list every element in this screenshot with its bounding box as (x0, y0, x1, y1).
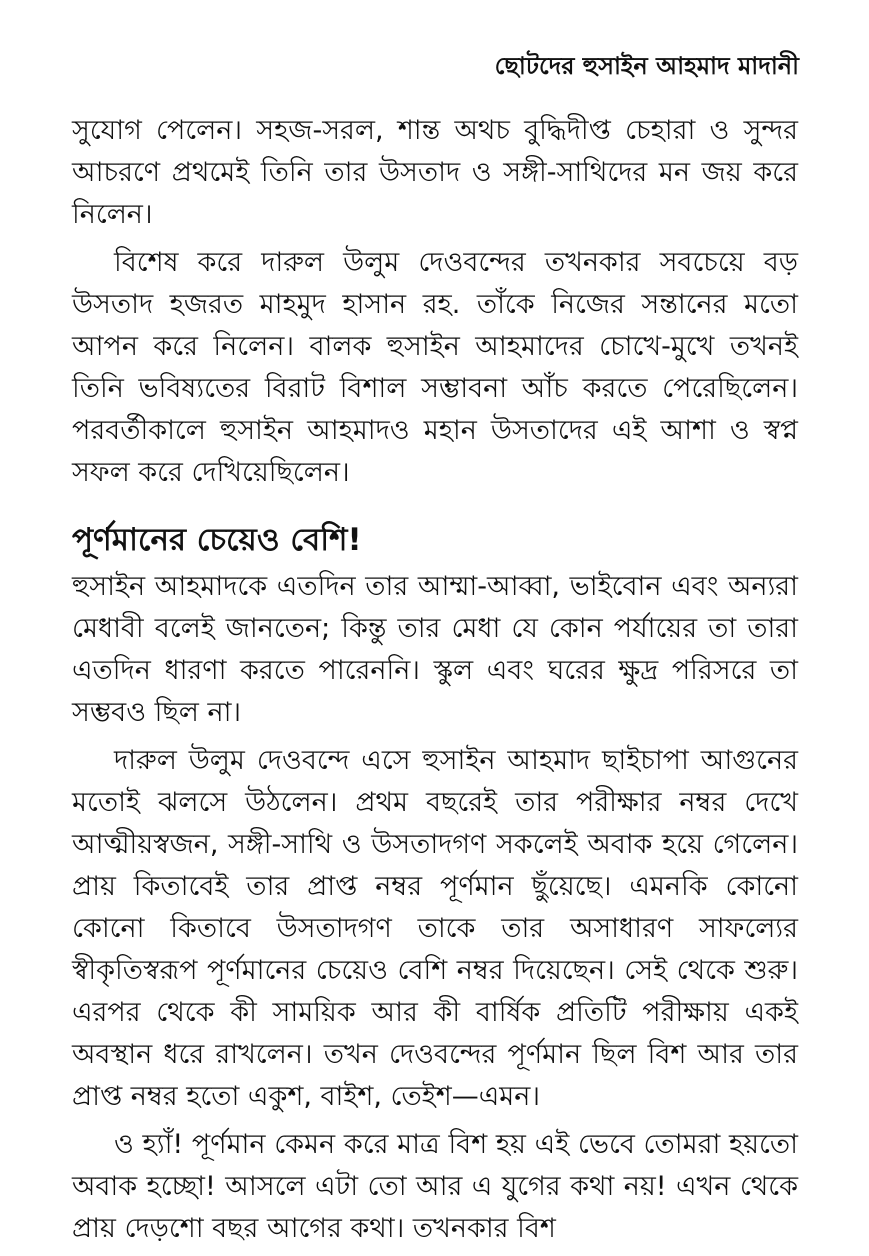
paragraph-1: সুযোগ পেলেন। সহজ-সরল, শান্ত অথচ বুদ্ধিদীপ্ত চেহারা ও সুন্দর আচরণে প্রথমেই তিনি তার উসতাদ ও সঙ্গী-সাথিদের মন জয় করে নিলেন। (72, 115, 798, 230)
paragraph-2: বিশেষ করে দারুল উলুম দেওবন্দের তখনকার সবচেয়ে বড় উসতাদ হজরত মাহমুদ হাসান রহ. তাঁকে নিজের সন্তানের মতো আপন করে নিলেন। বালক হুসাইন আহমাদের চোখে-মুখে তখনই তিনি ভবিষ্যতের বিরাট বিশাল সম্ভাবনা আঁচ করতে পেরেছিলেন। পরবর্তীকালে হুসাইন আহমাদও মহান উসতাদের এই আশা ও স্বপ্ন সফল করে দেখিয়েছিলেন। (72, 247, 798, 488)
page-body (72, 110, 798, 1256)
section-heading: পূর্ণমানের চেয়েও বেশি! (72, 522, 362, 558)
paragraph-3: হুসাইন আহমাদকে এতদিন তার আম্মা-আব্বা, ভাইবোন এবং অন্যরা মেধাবী বলেই জানতেন; কিন্তু তার মেধা যে কোন পর্যায়ের তা তারা এতদিন ধারণা করতে পারেননি। স্কুল এবং ঘরের ক্ষুদ্র পরিসরে তা সম্ভবও ছিল না। (72, 571, 798, 728)
paragraph-4: দারুল উলুম দেওবন্দে এসে হুসাইন আহমাদ ছাইচাপা আগুনের মতোই ঝলসে উঠলেন। প্রথম বছরেই তার পরীক্ষার নম্বর দেখে আত্মীয়স্বজন, সঙ্গী-সাথি ও উসতাদগণ সকলেই অবাক হয়ে গেলেন। প্রায় কিতাবেই তার প্রাপ্ত নম্বর পূর্ণমান ছুঁয়েছে। এমনকি কোনো কোনো কিতাবে উসতাদগণ তাকে তার অসাধারণ সাফল্যের স্বীকৃতিস্বরূপ পূর্ণমানের চেয়েও বেশি নম্বর দিয়েছেন। সেই থেকে শুরু। এরপর থেকে কী সাময়িক আর কী বার্ষিক প্রতিটি পরীক্ষায় একই অবস্থান ধরে রাখলেন। তখন দেওবন্দের পূর্ণমান ছিল বিশ আর তার প্রাপ্ত নম্বর হতো একুশ, বাইশ, তেইশ—এমন। (72, 745, 798, 1112)
running-header: ছোটদের হুসাইন আহমাদ মাদানী (494, 52, 799, 80)
paragraph-5: ও হ্যাঁ! পূর্ণমান কেমন করে মাত্র বিশ হয় এই ভেবে তোমরা হয়তো অবাক হচ্ছো! আসলে এটা তো আর এ যুগের কথা নয়! এখন থেকে প্রায় দেড়শো বছর আগের কথা। তখনকার বিশ (72, 1129, 798, 1244)
